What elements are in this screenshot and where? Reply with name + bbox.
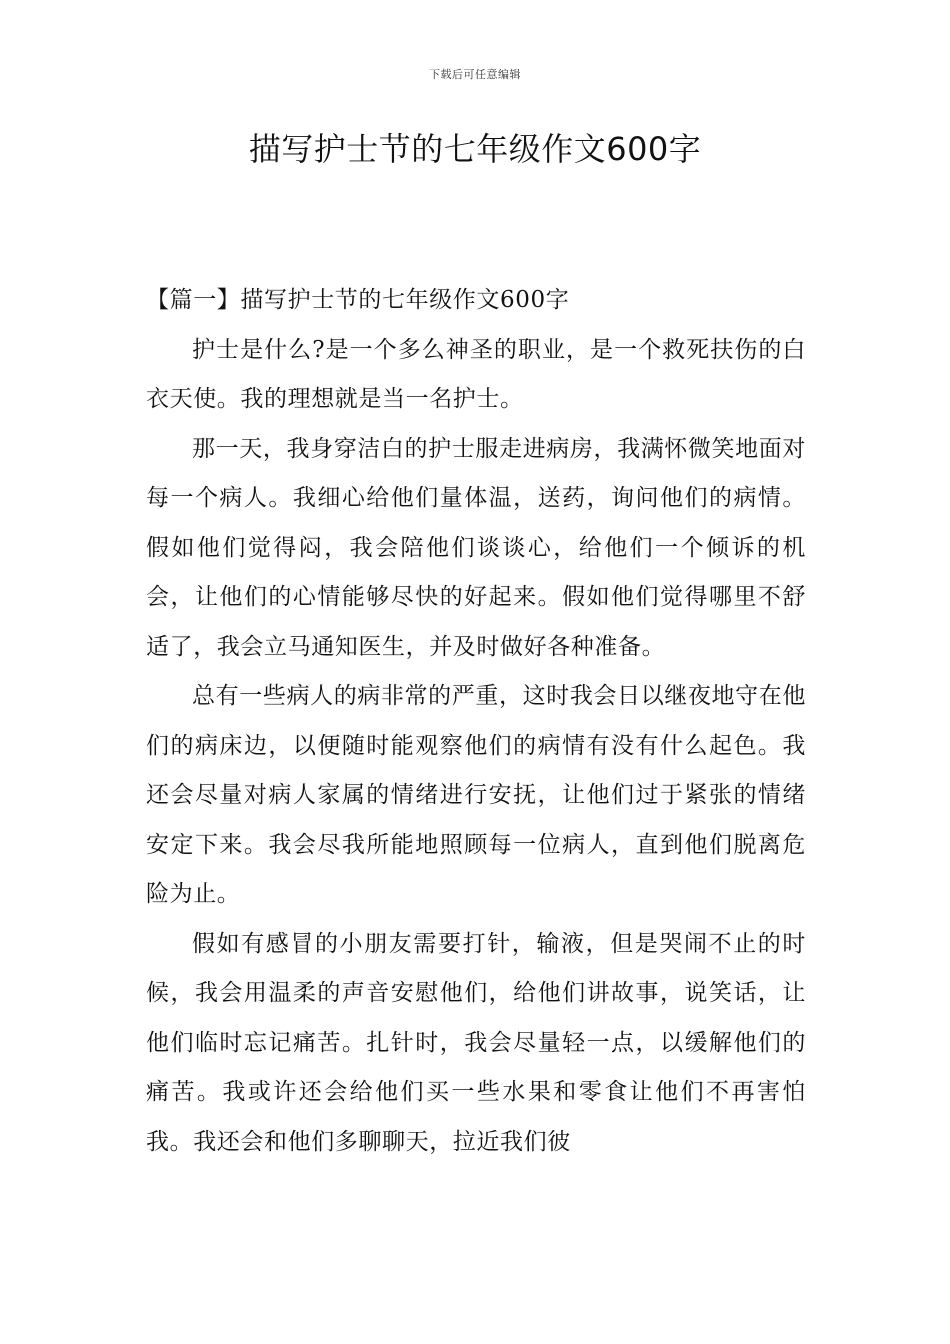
header-note: 下载后可任意编辑 xyxy=(429,68,521,81)
section-heading: 【篇一】描写护士节的七年级作文600字 xyxy=(146,287,570,313)
paragraph-4: 假如有感冒的小朋友需要打针，输液，但是哭闹不止的时候，我会用温柔的声音安慰他们，给他们讲故事，说笑话，让他们临时忘记痛苦。扎针时，我会尽量轻一点，以缓解他们的痛苦。我或许还会给他们买一些水果和零食让他们不再害怕我。我还会和他们多聊聊天，拉近我们彼 xyxy=(146,930,806,1155)
paragraph-2: 那一天，我身穿洁白的护士服走进病房，我满怀微笑地面对每一个病人。我细心给他们量体温，送药，询问他们的病情。假如他们觉得闷，我会陪他们谈谈心，给他们一个倾诉的机会，让他们的心情能够尽快的好起来。假如他们觉得哪里不舒适了，我会立马通知医生，并及时做好各种准备。 xyxy=(146,435,806,660)
paragraph-3: 总有一些病人的病非常的严重，这时我会日以继夜地守在他们的病床边，以便随时能观察他们的病情有没有什么起色。我还会尽量对病人家属的情绪进行安抚，让他们过于紧张的情绪安定下来。我会尽我所能地照顾每一位病人，直到他们脱离危险为止。 xyxy=(146,683,806,907)
paragraph-1: 护士是什么?是一个多么神圣的职业，是一个救死扶伤的白衣天使。我的理想就是当一名护士。 xyxy=(146,336,806,412)
document-title: 描写护士节的七年级作文600字 xyxy=(248,130,702,168)
document-body xyxy=(146,276,806,1167)
